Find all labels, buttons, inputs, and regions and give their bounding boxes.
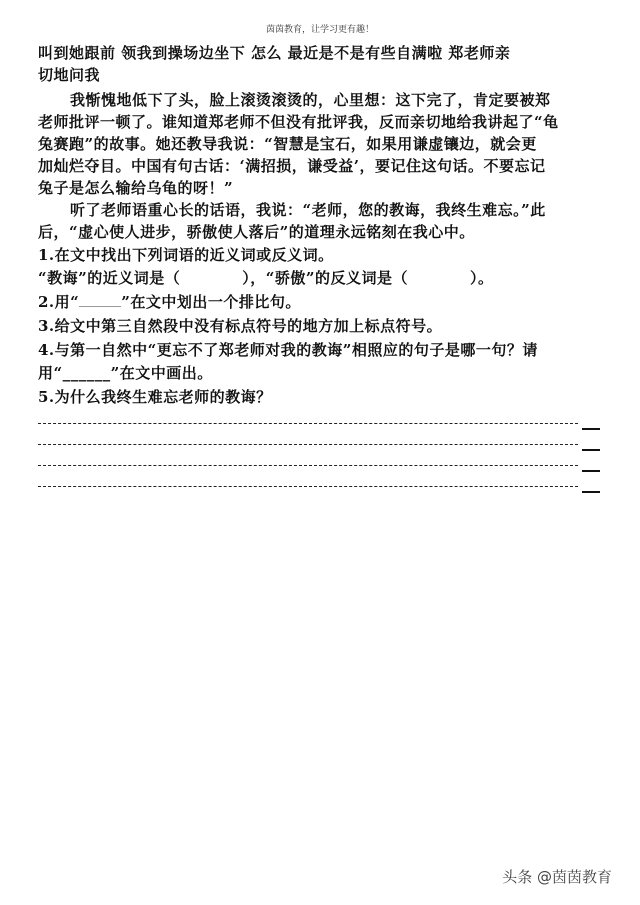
answer-line-3[interactable]	[38, 465, 578, 466]
q1-part-b: ），“骄傲”的反义词是（	[242, 269, 409, 287]
answer-line-1-tail	[582, 428, 600, 430]
question-1: 1.在文中找出下列词语的近义词或反义词。	[38, 246, 334, 264]
question-4-line-1: 4.与第一自然中“更忘不了郑老师对我的教诲”相照应的句子是哪一句？请	[38, 341, 538, 359]
answer-line-2[interactable]	[38, 444, 578, 445]
watermark-footer: 头条 @茵茵教育	[502, 868, 612, 886]
paragraph-2-line-3: 兔赛跑”的故事。她还教导我说：“智慧是宝石，如果用谦虚镶边，就会更	[38, 135, 537, 153]
q1-part-a: “教诲”的近义词是（	[38, 269, 181, 287]
question-3: 3.给文中第三自然段中没有标点符号的地方加上标点符号。	[38, 317, 443, 335]
q2-part-a: 2.用“	[38, 293, 80, 311]
answer-line-4-tail	[582, 491, 600, 493]
underline-sample	[79, 294, 121, 307]
paragraph-2-line-2: 老师批评一顿了。谁知道郑老师不但没有批评我，反而亲切地给我讲起了“龟	[38, 113, 559, 131]
passage-line-2: 切地问我	[38, 66, 101, 84]
question-2	[38, 291, 301, 312]
paragraph-2-line-5: 兔子是怎么输给乌龟的呀！”	[38, 179, 234, 197]
answer-line-2-tail	[582, 449, 600, 451]
paragraph-2-line-1: 我惭愧地低下了头，脸上滚烫滚烫的，心里想：这下完了，肯定要被郑	[70, 91, 551, 109]
answer-line-1[interactable]	[38, 423, 578, 424]
paragraph-2-line-4: 加灿烂夺目。中国有句古话：‘满招损，谦受益’，要记住这句话。不要忘记	[38, 157, 546, 175]
paragraph-3-line-2: 后，“虚心使人进步，骄傲使人落后”的道理永远铭刻在我心中。	[38, 223, 475, 241]
question-1-subline	[38, 267, 494, 288]
question-5: 5.为什么我终生难忘老师的教诲？	[38, 388, 272, 406]
answer-line-4[interactable]	[38, 486, 578, 487]
paragraph-3-line-1: 听了老师语重心长的话语，我说：“老师，您的教诲，我终生难忘。”此	[70, 201, 546, 219]
q1-part-c: ）。	[470, 269, 494, 287]
answer-line-3-tail	[582, 470, 600, 472]
q2-part-b: ”在文中划出一个排比句。	[121, 293, 301, 311]
question-4-line-2: 用“______”在文中画出。	[38, 364, 213, 382]
passage-line-1: 叫到她跟前 领我到操场边坐下 怎么 最近是不是有些自满啦 郑老师亲	[38, 44, 511, 62]
page-header: 茵茵教育，让学习更有趣！	[265, 25, 374, 35]
